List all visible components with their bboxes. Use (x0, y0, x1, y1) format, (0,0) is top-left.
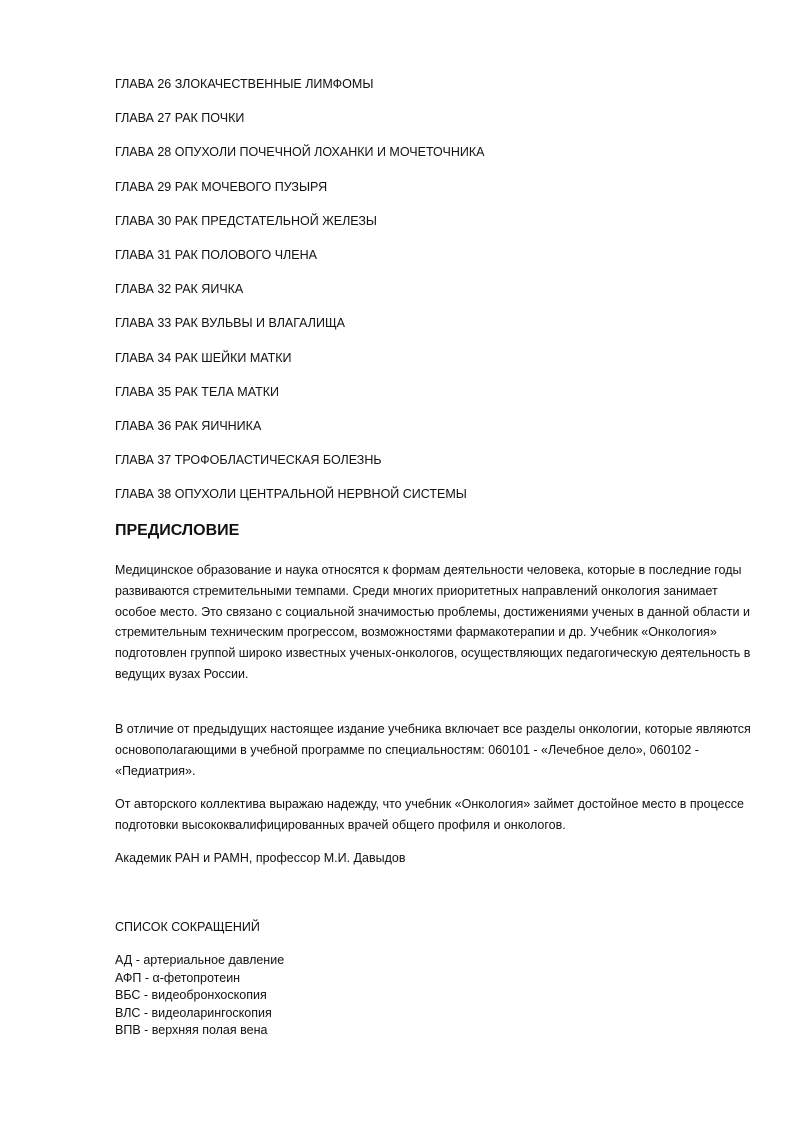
preface-heading: ПРЕДИСЛОВИЕ (115, 522, 240, 539)
preface-paragraph: От авторского коллектива выражаю надежду, что учебник «Онкология» займет достойное место в процессе подготовки высококвалифицированных врачей общего профиля и онкологов. (115, 797, 744, 832)
toc-item: ГЛАВА 33 РАК ВУЛЬВЫ И ВЛАГАЛИЩА (115, 316, 346, 331)
toc-item: ГЛАВА 28 ОПУХОЛИ ПОЧЕЧНОЙ ЛОХАНКИ И МОЧЕТОЧНИКА (115, 145, 485, 160)
preface-paragraph: В отличие от предыдущих настоящее издание учебника включает все разделы онкологии, которые являются основополагающими в учебной программе по специальностям: 060101 - «Лечебное дело», 060102 - «Педиатрия». (115, 722, 751, 778)
toc-item: ГЛАВА 37 ТРОФОБЛАСТИЧЕСКАЯ БОЛЕЗНЬ (115, 453, 382, 468)
abbreviation-item: АФП - α-фетопротеин (115, 970, 241, 985)
toc-item: ГЛАВА 34 РАК ШЕЙКИ МАТКИ (115, 350, 292, 365)
toc-item: ГЛАВА 30 РАК ПРЕДСТАТЕЛЬНОЙ ЖЕЛЕЗЫ (115, 213, 377, 228)
toc-item: ГЛАВА 27 РАК ПОЧКИ (115, 111, 245, 126)
abbreviation-item: ВБС - видеобронхоскопия (115, 988, 267, 1002)
abbreviation-item: ВПВ - верхняя полая вена (115, 1023, 268, 1037)
abbreviation-item: ВЛС - видеоларингоскопия (115, 1005, 272, 1020)
table-of-contents (115, 76, 735, 520)
abbreviations-heading: СПИСОК СОКРАЩЕНИЙ (115, 920, 260, 934)
toc-item: ГЛАВА 36 РАК ЯИЧНИКА (115, 418, 262, 433)
toc-item: ГЛАВА 38 ОПУХОЛИ ЦЕНТРАЛЬНОЙ НЕРВНОЙ СИСТЕМЫ (115, 487, 467, 502)
preface-signature: Академик РАН и РАМН, профессор М.И. Давыдов (115, 851, 406, 865)
toc-item: ГЛАВА 29 РАК МОЧЕВОГО ПУЗЫРЯ (115, 179, 328, 194)
preface-paragraph: Медицинское образование и наука относятся к формам деятельности человека, которые в последние годы развиваются стремительными темпами. Среди многих приоритетных направлений онкология занимает особое место. Это связано с социальной значимостью проблемы, достижениями ученых в данной области и стремительным техническим прогрессом, возможностями фармакотерапии и др. Учебник «Онкология» подготовлен группой широко известных ученых-онкологов, осуществляющих педагогическую деятельность в ведущих вузах России. (115, 563, 751, 681)
toc-item: ГЛАВА 26 ЗЛОКАЧЕСТВЕННЫЕ ЛИМФОМЫ (115, 77, 374, 91)
toc-item: ГЛАВА 31 РАК ПОЛОВОГО ЧЛЕНА (115, 247, 317, 262)
abbreviations-list (115, 952, 284, 1040)
toc-item: ГЛАВА 35 РАК ТЕЛА МАТКИ (115, 384, 279, 399)
toc-item: ГЛАВА 32 РАК ЯИЧКА (115, 282, 244, 297)
abbreviation-item: АД - артериальное давление (115, 953, 285, 967)
